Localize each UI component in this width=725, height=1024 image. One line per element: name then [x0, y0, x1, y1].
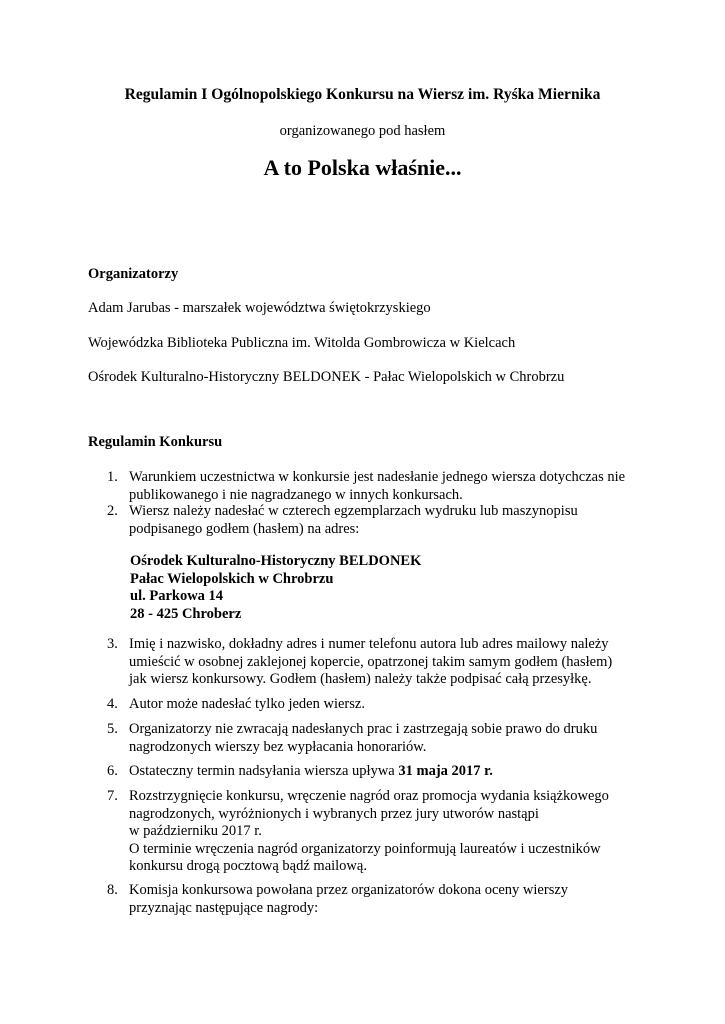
rule-text-line: Warunkiem uczestnictwa w konkursie jest nadesłanie jednego wiersza dotychczas nie	[129, 469, 626, 485]
organizer-line: Wojewódzka Biblioteka Publiczna im. Witolda Gombrowicza w Kielcach	[88, 335, 516, 351]
rule-text-line: nagrodzonych wierszy bez wypłacania honorariów.	[129, 738, 427, 755]
rule-text-line: Imię i nazwisko, dokładny adres i numer telefonu autora lub adres mailowy należy	[129, 636, 609, 652]
rule-text-line: O terminie wręczenia nagród organizatorzy poinformują laureatów i uczestników	[129, 840, 601, 857]
address-line: Ośrodek Kulturalno-Historyczny BELDONEK	[130, 553, 422, 569]
address-line: 28 - 425 Chroberz	[130, 605, 242, 622]
organizer-line: Adam Jarubas - marszałek województwa świętokrzyskiego	[88, 300, 431, 316]
rule-number: 5.	[107, 721, 118, 737]
address-line: Pałac Wielopolskich w Chrobrzu	[130, 570, 334, 587]
rule-text-line: podpisanego godłem (hasłem) na adres:	[129, 520, 360, 537]
rule-text-line: Wiersz należy nadesłać w czterech egzemplarzach wydruku lub maszynopisu	[129, 503, 578, 519]
organizer-line: Ośrodek Kulturalno-Historyczny BELDONEK - Pałac Wielopolskich w Chrobrzu	[88, 369, 565, 385]
postal-address	[130, 553, 421, 623]
rule-text: Ostateczny termin nadsyłania wiersza upływa	[129, 763, 399, 779]
rule-number: 4.	[107, 696, 118, 712]
rule-number: 6.	[107, 763, 118, 779]
rule-text-line: Autor może nadesłać tylko jeden wiersz.	[129, 696, 365, 712]
rule-number: 2.	[107, 503, 118, 519]
rule-number: 8.	[107, 882, 118, 898]
rule-text-line: publikowanego i nie nagradzanego w innych konkursach.	[129, 486, 463, 503]
deadline-date: 31 maja 2017 r.	[398, 763, 493, 779]
rule-text-line: nagrodzonych, wyróżnionych i wybranych przez jury utworów nastąpi	[129, 805, 539, 822]
rule-number: 7.	[107, 788, 118, 804]
rules-heading: Regulamin Konkursu	[88, 434, 223, 450]
rule-number: 1.	[107, 469, 118, 485]
rule-text-line: przyznając następujące nagrody:	[129, 899, 319, 916]
organizers-heading: Organizatorzy	[88, 266, 179, 282]
rule-text-line: konkursu drogą pocztową bądź mailową.	[129, 858, 367, 874]
address-line: ul. Parkowa 14	[130, 588, 224, 604]
rule-text-line: Organizatorzy nie zwracają nadesłanych prac i zastrzegają sobie prawo do druku	[129, 721, 598, 737]
rule-text-line: jak wiersz konkursowy. Godłem (hasłem) należy także podpisać całą przesyłkę.	[129, 671, 592, 687]
rule-text-line: umieścić w osobnej zaklejonej kopercie, opatrzonej takim samym godłem (hasłem)	[129, 653, 613, 670]
document-subtitle: organizowanego pod hasłem	[279, 123, 446, 139]
rule-number: 3.	[107, 636, 118, 652]
rule-text-line: Komisja konkursowa powołana przez organizatorów dokona oceny wierszy	[129, 882, 569, 898]
rule-text-line: Rozstrzygnięcie konkursu, wręczenie nagród oraz promocja wydania książkowego	[129, 788, 609, 804]
rule-text-line: w październiku 2017 r.	[129, 823, 262, 839]
document-title: Regulamin I Ogólnopolskiego Konkursu na Wiersz im. Ryśka Miernika	[124, 86, 601, 103]
contest-motto: A to Polska właśnie...	[263, 155, 462, 180]
